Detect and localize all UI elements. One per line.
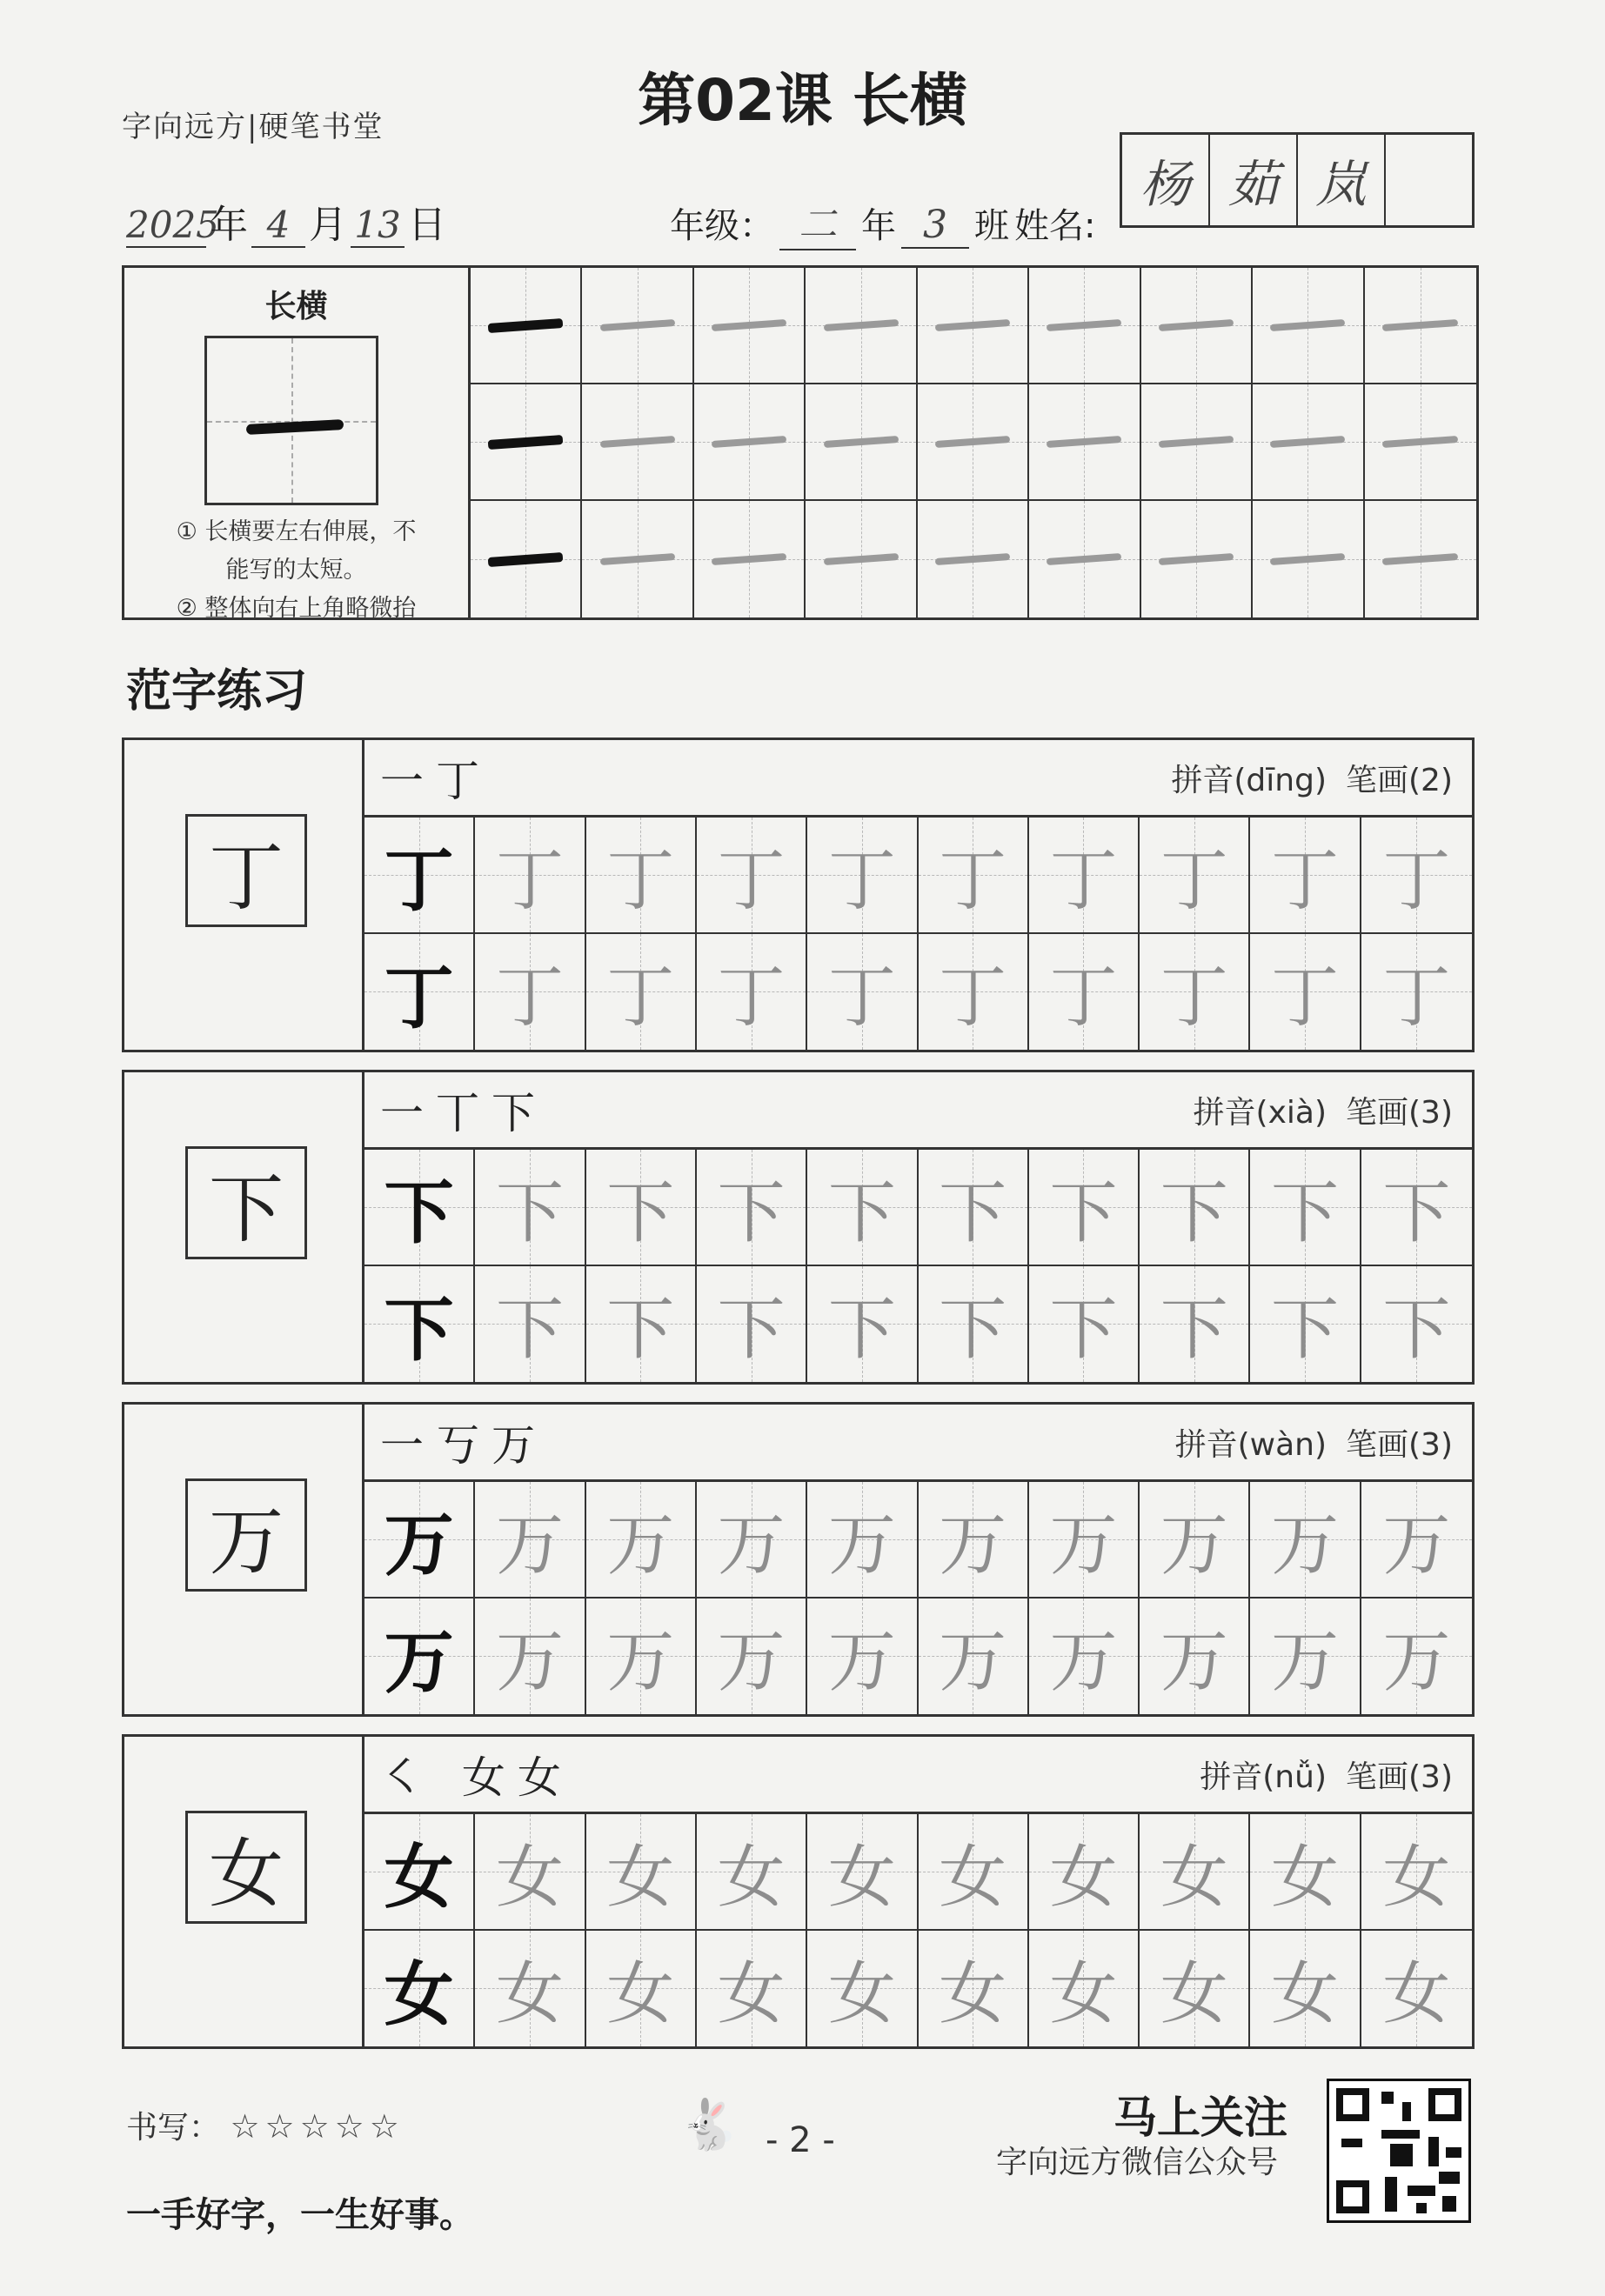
practice-char-cell[interactable] (1361, 1150, 1472, 1266)
horizontal-stroke (712, 436, 786, 448)
horizontal-stroke (712, 553, 786, 565)
practice-char-cell[interactable] (807, 1599, 918, 1715)
horizontal-stroke (935, 319, 1010, 331)
handwritten-char: 女 (1049, 1838, 1118, 1917)
star-rating[interactable]: ☆☆☆☆☆ (230, 2107, 405, 2146)
practice-stroke-cell[interactable] (806, 268, 917, 384)
handwritten-char: 丁 (1049, 841, 1118, 920)
practice-stroke-cell[interactable] (582, 501, 693, 617)
practice-char-cell[interactable] (807, 1814, 918, 1931)
char-info-row (364, 1737, 1472, 1814)
stroke-tips (124, 513, 468, 628)
handwritten-char: 丁 (939, 841, 1007, 920)
practice-panel (364, 1405, 1472, 1714)
practice-char-cell[interactable] (1361, 1266, 1472, 1383)
handwritten-char: 万 (717, 1505, 786, 1585)
horizontal-stroke (1270, 436, 1345, 448)
stroke-count: 笔画(3) (1346, 1426, 1453, 1463)
model-char-cell[interactable] (364, 1266, 475, 1383)
practice-char-cell[interactable] (697, 934, 807, 1051)
practice-stroke-cell[interactable] (582, 384, 693, 501)
practice-char-cell[interactable] (919, 1482, 1029, 1599)
reference-char: 女 (185, 1811, 307, 1924)
practice-char-cell[interactable] (586, 934, 697, 1051)
handwritten-char: 下 (717, 1291, 786, 1370)
grade-label: 年级： (670, 206, 774, 246)
model-char: 丁 (384, 840, 454, 922)
handwritten-char: 下 (495, 1173, 564, 1252)
practice-char-cell[interactable] (475, 1931, 585, 2047)
class-field[interactable]: 3 (901, 203, 969, 249)
practice-char-cell[interactable] (1361, 1814, 1472, 1931)
rating-label: 书写： (126, 2110, 221, 2146)
handwritten-char: 丁 (717, 958, 786, 1038)
practice-panel (364, 1737, 1472, 2046)
model-char-cell[interactable] (364, 818, 475, 934)
practice-stroke-cell[interactable] (918, 268, 1029, 384)
handwritten-char: 女 (1049, 1955, 1118, 2034)
stroke-count: 笔画(3) (1346, 1094, 1453, 1131)
practice-char-cell[interactable] (1029, 1814, 1140, 1931)
practice-char-cell[interactable] (1140, 1599, 1250, 1715)
day-field[interactable]: 13 (351, 204, 405, 248)
stroke-count: 笔画(3) (1346, 1759, 1453, 1795)
handwritten-char: 女 (1271, 1838, 1340, 1917)
practice-char-cell[interactable] (586, 1150, 697, 1266)
handwritten-char: 女 (606, 1838, 675, 1917)
horizontal-stroke (1270, 553, 1345, 565)
horizontal-stroke (599, 436, 674, 448)
practice-char-cell[interactable] (586, 1814, 697, 1931)
practice-char-cell[interactable] (475, 1150, 585, 1266)
practice-char-cell[interactable] (586, 1599, 697, 1715)
stroke-label: 长横 (264, 289, 328, 324)
practice-char-cell[interactable] (586, 1266, 697, 1383)
practice-char-cell[interactable] (807, 1482, 918, 1599)
tip-line: ② 整体向右上角略微抬 (176, 595, 417, 622)
model-char: 万 (384, 1505, 454, 1586)
practice-stroke-cell[interactable] (918, 384, 1029, 501)
stroke-demo-grid (204, 336, 378, 505)
practice-char-cell[interactable] (1250, 818, 1361, 934)
handwritten-char: 下 (827, 1291, 896, 1370)
handwritten-char: 万 (1160, 1505, 1228, 1585)
practice-char-cell[interactable] (1361, 818, 1472, 934)
handwritten-char: 万 (606, 1623, 675, 1702)
handwritten-char: 万 (717, 1623, 786, 1702)
practice-char-cell[interactable] (1140, 1150, 1250, 1266)
practice-char-cell[interactable] (807, 1931, 918, 2047)
practice-char-cell[interactable] (1029, 1599, 1140, 1715)
practice-grid (364, 1150, 1472, 1382)
handwritten-char: 万 (495, 1623, 564, 1702)
stroke-order: 一丁 (380, 756, 492, 806)
handwritten-char: 女 (1382, 1955, 1451, 2034)
model-char: 女 (384, 1953, 454, 2035)
section-title: 范字练习 (126, 665, 308, 718)
handwritten-char: 丁 (495, 958, 564, 1038)
practice-char-cell[interactable] (697, 1150, 807, 1266)
name-char-cell[interactable] (1386, 135, 1472, 225)
model-char-cell[interactable] (364, 1931, 475, 2047)
model-char: 下 (384, 1289, 454, 1371)
name-label: 姓名: (1014, 206, 1096, 246)
practice-stroke-cell[interactable] (1141, 268, 1253, 384)
practice-char-cell[interactable] (807, 1150, 918, 1266)
stroke-order: 一丂万 (380, 1420, 547, 1471)
practice-panel (364, 740, 1472, 1050)
handwritten-char: 女 (1160, 1838, 1228, 1917)
handwritten-char: 下 (1271, 1173, 1340, 1252)
practice-char-cell[interactable] (1029, 1482, 1140, 1599)
handwritten-char: 丁 (606, 841, 675, 920)
horizontal-stroke (823, 436, 898, 448)
char-info-row (364, 1405, 1472, 1482)
handwritten-char: 丁 (939, 958, 1007, 1038)
practice-char-cell[interactable] (919, 934, 1029, 1051)
practice-char-cell[interactable] (697, 1599, 807, 1715)
handwritten-char: 女 (1382, 1838, 1451, 1917)
handwritten-char: 下 (1160, 1291, 1228, 1370)
practice-char-cell[interactable] (919, 1931, 1029, 2047)
practice-stroke-cell[interactable] (1029, 384, 1140, 501)
handwritten-char: 万 (495, 1505, 564, 1585)
practice-char-cell[interactable] (1029, 1150, 1140, 1266)
practice-char-cell[interactable] (475, 1814, 585, 1931)
handwritten-char: 丁 (1382, 841, 1451, 920)
practice-char-cell[interactable] (697, 818, 807, 934)
practice-panel (364, 1072, 1472, 1382)
handwritten-char: 丁 (1049, 958, 1118, 1038)
horizontal-stroke (712, 319, 786, 331)
qr-code-icon[interactable] (1327, 2079, 1471, 2223)
practice-char-cell[interactable] (586, 818, 697, 934)
handwritten-char: 丁 (1160, 841, 1228, 920)
stroke-order: ㇛ 女女 (380, 1752, 573, 1803)
model-char-cell[interactable] (364, 1150, 475, 1266)
model-char: 丁 (384, 957, 454, 1038)
handwritten-char: 下 (1049, 1173, 1118, 1252)
practice-stroke-cell[interactable] (694, 501, 806, 617)
practice-stroke-cell[interactable] (1141, 384, 1253, 501)
horizontal-stroke (935, 553, 1010, 565)
horizontal-stroke (488, 552, 564, 567)
practice-stroke-cell[interactable] (1253, 384, 1364, 501)
model-stroke-cell[interactable] (471, 384, 582, 501)
handwritten-char: 下 (1382, 1291, 1451, 1370)
handwritten-char: 万 (1049, 1505, 1118, 1585)
practice-stroke-cell[interactable] (1141, 501, 1253, 617)
reference-panel (124, 1405, 364, 1714)
handwritten-char: 万 (1382, 1623, 1451, 1702)
handwritten-char: 丁 (1271, 841, 1340, 920)
handwritten-char: 女 (939, 1838, 1007, 1917)
practice-char-cell[interactable] (1250, 1814, 1361, 1931)
handwritten-char: 女 (495, 1838, 564, 1917)
handwritten-char: 丁 (1160, 958, 1228, 1038)
handwritten-char: 下 (606, 1173, 675, 1252)
handwritten-char: 丁 (606, 958, 675, 1038)
stroke-practice-grid (471, 268, 1476, 617)
handwritten-char: 万 (1382, 1505, 1451, 1585)
handwritten-char: 下 (939, 1291, 1007, 1370)
handwritten-char: 万 (827, 1623, 896, 1702)
follow-heading: 马上关注 (1113, 2092, 1287, 2143)
handwritten-char: 万 (1160, 1623, 1228, 1702)
practice-char-cell[interactable] (919, 1814, 1029, 1931)
handwritten-char: 丁 (1271, 958, 1340, 1038)
handwritten-char: 女 (827, 1955, 896, 2034)
handwritten-char: 丁 (827, 841, 896, 920)
practice-char-cell[interactable] (1029, 818, 1140, 934)
handwritten-char: 女 (827, 1838, 896, 1917)
name-char-cell[interactable]: 茹 (1210, 135, 1298, 225)
handwritten-char: 下 (717, 1173, 786, 1252)
name-char-cell[interactable]: 岚 (1298, 135, 1386, 225)
model-char: 万 (384, 1621, 454, 1703)
practice-char-cell[interactable] (1250, 1150, 1361, 1266)
handwritten-char: 万 (827, 1505, 896, 1585)
char-info-row (364, 1072, 1472, 1150)
practice-char-cell[interactable] (919, 1266, 1029, 1383)
handwritten-char: 下 (827, 1173, 896, 1252)
grade-field[interactable]: 二 (779, 193, 856, 250)
practice-char-cell[interactable] (919, 1150, 1029, 1266)
date-line (126, 193, 446, 249)
handwritten-char: 万 (939, 1505, 1007, 1585)
practice-char-cell[interactable] (586, 1931, 697, 2047)
practice-char-cell[interactable] (1140, 934, 1250, 1051)
horizontal-stroke (1159, 553, 1234, 565)
practice-stroke-cell[interactable] (1029, 268, 1140, 384)
month-unit: 月 (309, 203, 347, 247)
practice-stroke-cell[interactable] (1365, 268, 1476, 384)
year-unit: 年 (210, 203, 248, 247)
practice-char-cell[interactable] (807, 934, 918, 1051)
horizontal-stroke (1382, 319, 1459, 331)
horizontal-stroke (1047, 319, 1121, 331)
stroke-lesson-box (122, 265, 1479, 620)
stroke-order: 一丅下 (380, 1088, 547, 1138)
practice-char-cell[interactable] (1140, 1931, 1250, 2047)
practice-char-cell[interactable] (1250, 1599, 1361, 1715)
handwritten-char: 女 (717, 1955, 786, 2034)
practice-char-cell[interactable] (697, 1266, 807, 1383)
handwritten-char: 万 (939, 1623, 1007, 1702)
practice-stroke-cell[interactable] (1253, 501, 1364, 617)
practice-char-cell[interactable] (586, 1482, 697, 1599)
practice-char-cell[interactable] (1029, 1931, 1140, 2047)
handwritten-char: 女 (1271, 1955, 1340, 2034)
page-number: - 2 - (766, 2120, 835, 2160)
reference-panel (124, 740, 364, 1050)
practice-char-cell[interactable] (919, 1599, 1029, 1715)
wechat-account: 字向远方微信公众号 (996, 2145, 1279, 2180)
practice-char-cell[interactable] (697, 1814, 807, 1931)
practice-char-cell[interactable] (1361, 1931, 1472, 2047)
practice-char-cell[interactable] (1140, 818, 1250, 934)
page-title: 第02课 长横 (638, 67, 967, 134)
handwritten-char: 丁 (827, 958, 896, 1038)
practice-char-cell[interactable] (475, 1599, 585, 1715)
practice-stroke-cell[interactable] (582, 268, 693, 384)
practice-char-cell[interactable] (1029, 1266, 1140, 1383)
practice-char-cell[interactable] (807, 1266, 918, 1383)
practice-stroke-cell[interactable] (806, 501, 917, 617)
horizontal-stroke (1382, 436, 1459, 448)
stroke-demo-panel (124, 268, 471, 622)
horizontal-stroke (1047, 436, 1121, 448)
horizontal-stroke (1382, 553, 1459, 565)
practice-char-cell[interactable] (1029, 934, 1140, 1051)
practice-char-cell[interactable] (1140, 1814, 1250, 1931)
practice-char-cell[interactable] (1250, 934, 1361, 1051)
practice-char-cell[interactable] (697, 1482, 807, 1599)
horizontal-stroke (599, 319, 674, 331)
handwritten-char: 女 (939, 1955, 1007, 2034)
practice-stroke-cell[interactable] (806, 384, 917, 501)
practice-stroke-cell[interactable] (1365, 384, 1476, 501)
handwritten-char: 女 (717, 1838, 786, 1917)
model-stroke-cell[interactable] (471, 268, 582, 384)
handwritten-char: 下 (939, 1173, 1007, 1252)
handwritten-char: 女 (606, 1955, 675, 2034)
name-grid (1120, 132, 1475, 228)
stroke-count: 笔画(2) (1346, 762, 1453, 798)
reference-char: 丁 (185, 814, 307, 927)
practice-char-cell[interactable] (475, 818, 585, 934)
practice-char-cell[interactable] (1250, 1482, 1361, 1599)
practice-char-cell[interactable] (475, 1266, 585, 1383)
model-char: 下 (384, 1172, 454, 1254)
model-char-cell[interactable] (364, 1814, 475, 1931)
reference-panel (124, 1737, 364, 2046)
handwritten-char: 下 (1382, 1173, 1451, 1252)
practice-char-cell[interactable] (1361, 1482, 1472, 1599)
pinyin: 拼音(dīng) (1171, 762, 1327, 798)
model-char: 女 (384, 1837, 454, 1919)
rabbit-icon: 🐇 (679, 2097, 739, 2153)
pinyin: 拼音(wàn) (1174, 1426, 1327, 1463)
practice-stroke-cell[interactable] (918, 501, 1029, 617)
practice-char-cell[interactable] (1361, 1599, 1472, 1715)
practice-grid (364, 818, 1472, 1050)
handwritten-char: 丁 (1382, 958, 1451, 1038)
practice-char-cell[interactable] (1140, 1266, 1250, 1383)
day-unit: 日 (408, 203, 446, 247)
handwritten-char: 下 (1049, 1291, 1118, 1370)
handwritten-char: 万 (1271, 1505, 1340, 1585)
model-stroke-cell[interactable] (471, 501, 582, 617)
slogan: 一手好字，一生好事。 (126, 2195, 474, 2235)
reference-panel (124, 1072, 364, 1382)
grade-line (670, 193, 1095, 250)
practice-stroke-cell[interactable] (694, 268, 806, 384)
handwritten-char: 万 (1049, 1623, 1118, 1702)
handwritten-char: 女 (1160, 1955, 1228, 2034)
practice-char-cell[interactable] (1361, 934, 1472, 1051)
reference-char: 下 (185, 1146, 307, 1259)
horizontal-stroke (1047, 553, 1121, 565)
handwritten-char: 下 (1160, 1173, 1228, 1252)
handwritten-char: 丁 (717, 841, 786, 920)
character-block (122, 1402, 1475, 1717)
name-char-cell[interactable]: 杨 (1122, 135, 1210, 225)
month-field[interactable]: 4 (251, 204, 305, 248)
practice-grid (364, 1814, 1472, 2046)
handwritten-char: 女 (495, 1955, 564, 2034)
horizontal-stroke (599, 553, 674, 565)
model-char-cell[interactable] (364, 1482, 475, 1599)
practice-char-cell[interactable] (1250, 1931, 1361, 2047)
horizontal-stroke (823, 553, 898, 565)
horizontal-stroke (1159, 436, 1234, 448)
handwritten-char: 下 (606, 1291, 675, 1370)
practice-char-cell[interactable] (1140, 1482, 1250, 1599)
practice-stroke-cell[interactable] (694, 384, 806, 501)
practice-char-cell[interactable] (919, 818, 1029, 934)
tip-line: 能写的太短。 (225, 557, 367, 584)
model-char-cell[interactable] (364, 934, 475, 1051)
char-info-row (364, 740, 1472, 818)
character-block (122, 1734, 1475, 2049)
practice-char-cell[interactable] (1250, 1266, 1361, 1383)
handwritten-char: 万 (1271, 1623, 1340, 1702)
character-block (122, 738, 1475, 1052)
horizontal-stroke (823, 319, 898, 331)
model-char-cell[interactable] (364, 1599, 475, 1715)
handwritten-char: 下 (1271, 1291, 1340, 1370)
horizontal-stroke (488, 435, 564, 450)
practice-char-cell[interactable] (475, 1482, 585, 1599)
handwritten-char: 下 (495, 1291, 564, 1370)
horizontal-stroke (1270, 319, 1345, 331)
year-field[interactable]: 2025 (126, 204, 219, 246)
handwritten-char: 万 (606, 1505, 675, 1585)
pinyin: 拼音(nǚ) (1200, 1759, 1327, 1795)
brand-logo: 字向远方|硬笔书堂 (122, 110, 385, 144)
practice-stroke-cell[interactable] (1253, 268, 1364, 384)
practice-char-cell[interactable] (807, 818, 918, 934)
tip-line: ① 长横要左右伸展，不 (176, 518, 417, 545)
grade-unit: 年 (861, 206, 896, 246)
practice-char-cell[interactable] (475, 934, 585, 1051)
practice-grid (364, 1482, 1472, 1714)
practice-char-cell[interactable] (697, 1931, 807, 2047)
horizontal-stroke (935, 436, 1010, 448)
practice-stroke-cell[interactable] (1365, 501, 1476, 617)
rating (126, 2103, 405, 2147)
pinyin: 拼音(xià) (1193, 1094, 1327, 1131)
practice-stroke-cell[interactable] (1029, 501, 1140, 617)
reference-char: 万 (185, 1478, 307, 1592)
character-block (122, 1070, 1475, 1385)
class-unit: 班 (974, 206, 1009, 246)
handwritten-char: 丁 (495, 841, 564, 920)
horizontal-stroke (488, 318, 564, 333)
horizontal-stroke (1159, 319, 1234, 331)
